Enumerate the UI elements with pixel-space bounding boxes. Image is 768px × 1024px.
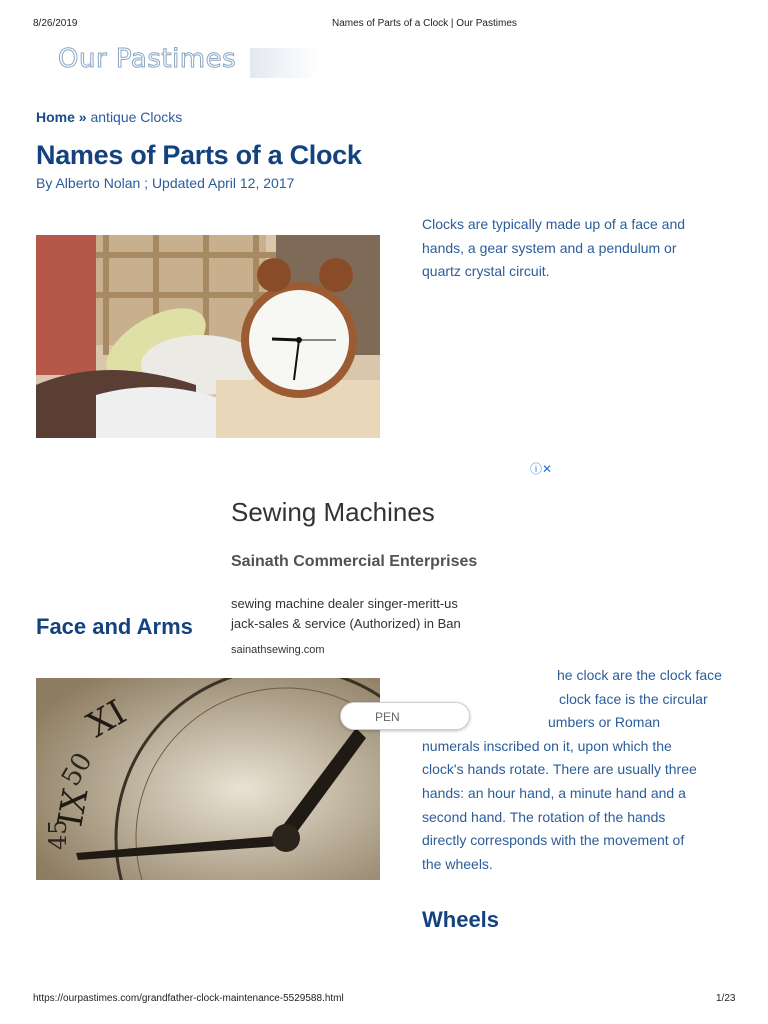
ad-description-line: jack-sales & service (Authorized) in Ban [231, 616, 461, 631]
print-footer-url: https://ourpastimes.com/grandfather-clock-maintenance-5529588.html [33, 993, 344, 1004]
svg-text:XI: XI [80, 692, 134, 746]
section-heading-face-and-arms: Face and Arms [36, 614, 193, 639]
breadcrumb-home-link[interactable]: Home [36, 109, 75, 125]
clock-face-image [36, 678, 380, 880]
byline: By Alberto Nolan ; Updated April 12, 2017 [36, 175, 295, 191]
print-date: 8/26/2019 [33, 18, 78, 29]
svg-text:45: 45 [44, 819, 72, 850]
breadcrumb-separator: » [78, 109, 87, 125]
intro-line: Clocks are typically made up of a face and [422, 216, 686, 232]
ad-title[interactable]: Sewing Machines [231, 497, 435, 527]
ad-advertiser[interactable]: Sainath Commercial Enterprises [231, 553, 478, 570]
page-title: Names of Parts of a Clock [36, 140, 362, 170]
section1-line: directly corresponds with the movement of [422, 832, 685, 849]
logo-decoration [250, 48, 320, 78]
print-page-number: 1/23 [716, 993, 736, 1004]
section1-line: second hand. The rotation of the hands [422, 808, 666, 825]
ad-url[interactable]: sainathsewing.com [231, 644, 325, 656]
print-page-title: Names of Parts of a Clock | Our Pastimes [332, 18, 517, 29]
ad-description-line: sewing machine dealer singer-meritt-us [231, 596, 458, 611]
section1-line: the wheels. [422, 855, 493, 872]
breadcrumb-section-link[interactable]: antique Clocks [90, 109, 183, 125]
section1-line: hands: an hour hand, a minute hand and a [422, 784, 686, 801]
svg-text:50: 50 [56, 747, 99, 792]
section1-line: clock's hands rotate. There are usually three [422, 761, 697, 778]
intro-line: hands, a gear system and a pendulum or [422, 239, 677, 256]
site-logo[interactable]: Our Pastimes [58, 44, 237, 74]
intro-paragraph [422, 213, 685, 284]
breadcrumb [36, 109, 182, 125]
section1-paragraph [422, 664, 722, 876]
section1-line: numerals inscribed on it, upon which the [422, 737, 672, 754]
alarm-clock-image [36, 235, 380, 438]
section-heading-wheels: Wheels [422, 907, 500, 932]
intro-line: quartz crystal circuit. [422, 263, 550, 280]
section1-line: umbers or Roman [548, 714, 661, 731]
section1-line: clock face is the circular [559, 690, 708, 707]
ad-choices-icon[interactable]: ⓘ✕ [530, 462, 553, 476]
ad-description[interactable] [231, 594, 461, 634]
svg-text:IX: IX [50, 785, 97, 830]
section1-line: he clock are the clock face [557, 667, 722, 683]
ad-open-button[interactable]: PEN [340, 702, 470, 730]
